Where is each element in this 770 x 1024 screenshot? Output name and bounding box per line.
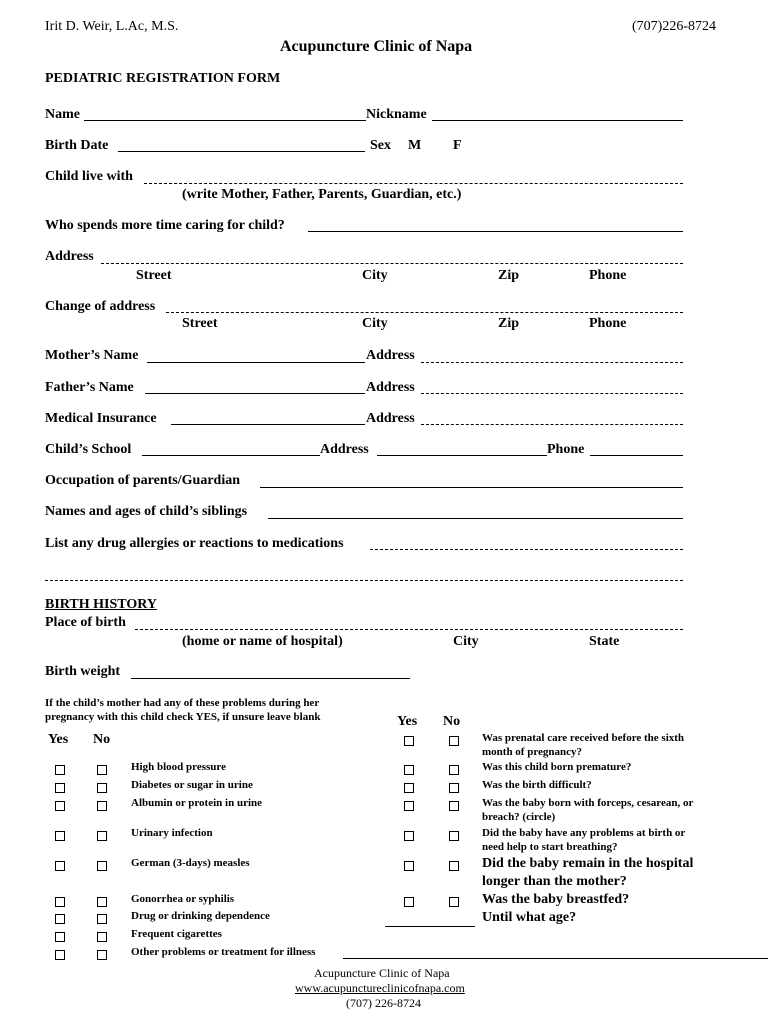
insurance-field[interactable] <box>171 424 365 425</box>
school-phone-label: Phone <box>547 442 585 457</box>
breastfed-age-label: Until what age? <box>482 910 577 925</box>
occupation-field[interactable] <box>260 487 683 488</box>
yes-checkbox[interactable] <box>404 783 414 793</box>
yes-checkbox[interactable] <box>404 861 414 871</box>
sex-m-option[interactable]: M <box>408 138 422 153</box>
no-checkbox[interactable] <box>449 897 459 907</box>
no-checkbox[interactable] <box>449 861 459 871</box>
problem-item: Other problems or treatment for illness <box>131 946 316 958</box>
yes-checkbox[interactable] <box>404 736 414 746</box>
name-label: Name <box>45 107 80 122</box>
no-checkbox[interactable] <box>449 765 459 775</box>
prenatal-question-cont: month of pregnancy? <box>482 746 583 758</box>
no-checkbox[interactable] <box>97 783 107 793</box>
problem-item: Urinary infection <box>131 827 213 839</box>
problem-item: Drug or drinking dependence <box>131 910 270 922</box>
fathers-name-field[interactable] <box>145 393 365 394</box>
siblings-field[interactable] <box>268 518 683 519</box>
place-of-birth-label: Place of birth <box>45 615 126 630</box>
siblings-label: Names and ages of child’s siblings <box>45 504 248 519</box>
no-checkbox[interactable] <box>97 801 107 811</box>
yes-checkbox[interactable] <box>404 765 414 775</box>
yes-checkbox[interactable] <box>55 765 65 775</box>
breastfed-age-field[interactable] <box>385 926 475 927</box>
hospital-stay-question: Did the baby remain in the hospital <box>482 856 694 871</box>
birth-history-heading: BIRTH HISTORY <box>45 597 157 612</box>
footer-website-link[interactable]: www.acupunctureclinicofnapa.com <box>295 981 465 995</box>
birth-state-caption: State <box>589 634 620 649</box>
no-checkbox[interactable] <box>97 765 107 775</box>
name-field[interactable] <box>84 120 366 121</box>
problem-item: Frequent cigarettes <box>131 928 222 940</box>
sex-label: Sex <box>370 138 391 153</box>
clinic-phone: (707)226-8724 <box>632 19 716 34</box>
footer-phone: (707) 226-8724 <box>346 996 421 1010</box>
other-problems-field[interactable] <box>343 958 768 959</box>
yes-checkbox[interactable] <box>55 801 65 811</box>
difficult-birth-question: Was the birth difficult? <box>482 779 592 791</box>
occupation-label: Occupation of parents/Guardian <box>45 473 240 488</box>
allergies-label: List any drug allergies or reactions to medications <box>45 536 344 551</box>
problem-item: Albumin or protein in urine <box>131 797 263 809</box>
no-checkbox[interactable] <box>449 801 459 811</box>
address-phone-caption: Phone <box>589 268 627 283</box>
insurance-address-field[interactable] <box>421 424 683 425</box>
left-no-header: No <box>93 732 111 747</box>
instructions-line1: If the child’s mother had any of these problems during her <box>45 697 320 709</box>
yes-checkbox[interactable] <box>404 897 414 907</box>
sex-f-option[interactable]: F <box>453 138 462 153</box>
nickname-field[interactable] <box>432 120 683 121</box>
birth-problems-question-cont: need help to start breathing? <box>482 841 618 853</box>
yes-checkbox[interactable] <box>55 914 65 924</box>
birth-weight-field[interactable] <box>131 678 410 679</box>
no-checkbox[interactable] <box>449 783 459 793</box>
problem-item: Diabetes or sugar in urine <box>131 779 253 791</box>
change-city-caption: City <box>362 316 388 331</box>
right-yes-header: Yes <box>397 714 418 729</box>
footer-clinic: Acupuncture Clinic of Napa <box>314 966 450 980</box>
insurance-address-label: Address <box>366 411 415 426</box>
change-address-field[interactable] <box>166 312 683 313</box>
mothers-address-field[interactable] <box>421 362 683 363</box>
delivery-method-question: Was the baby born with forceps, cesarean, or <box>482 797 694 809</box>
practitioner-name: Irit D. Weir, L.Ac, M.S. <box>45 19 179 34</box>
yes-checkbox[interactable] <box>55 932 65 942</box>
mothers-address-label: Address <box>366 348 415 363</box>
school-phone-field[interactable] <box>590 455 683 456</box>
no-checkbox[interactable] <box>97 897 107 907</box>
yes-checkbox[interactable] <box>55 861 65 871</box>
address-label: Address <box>45 249 94 264</box>
birth-weight-label: Birth weight <box>45 664 121 679</box>
problem-item: Gonorrhea or syphilis <box>131 893 235 905</box>
yes-checkbox[interactable] <box>404 801 414 811</box>
child-live-with-field[interactable] <box>144 183 683 184</box>
right-no-header: No <box>443 714 461 729</box>
school-address-field[interactable] <box>377 455 547 456</box>
birth-date-label: Birth Date <box>45 138 109 153</box>
prenatal-question: Was prenatal care received before the sixth <box>482 732 685 744</box>
caregiver-label: Who spends more time caring for child? <box>45 218 285 233</box>
no-checkbox[interactable] <box>97 831 107 841</box>
caregiver-field[interactable] <box>308 231 683 232</box>
hospital-hint: (home or name of hospital) <box>182 634 343 649</box>
fathers-address-field[interactable] <box>421 393 683 394</box>
place-of-birth-field[interactable] <box>135 629 683 630</box>
fathers-name-label: Father’s Name <box>45 380 134 395</box>
yes-checkbox[interactable] <box>55 950 65 960</box>
clinic-title: Acupuncture Clinic of Napa <box>280 38 473 55</box>
problem-item: German (3-days) measles <box>131 857 250 869</box>
birth-city-caption: City <box>453 634 479 649</box>
child-live-with-label: Child live with <box>45 169 133 184</box>
school-address-label: Address <box>320 442 369 457</box>
no-checkbox[interactable] <box>97 914 107 924</box>
hospital-stay-question-cont: longer than the mother? <box>482 874 627 889</box>
change-address-label: Change of address <box>45 299 156 314</box>
yes-checkbox[interactable] <box>55 897 65 907</box>
instructions-line2: pregnancy with this child check YES, if unsure leave blank <box>45 711 321 723</box>
mothers-name-label: Mother’s Name <box>45 348 139 363</box>
birth-problems-question: Did the baby have any problems at birth or <box>482 827 686 839</box>
breastfed-question: Was the baby breastfed? <box>482 892 630 907</box>
change-zip-caption: Zip <box>498 316 520 331</box>
form-title: PEDIATRIC REGISTRATION FORM <box>45 71 281 86</box>
no-checkbox[interactable] <box>97 950 107 960</box>
fathers-address-label: Address <box>366 380 415 395</box>
address-city-caption: City <box>362 268 388 283</box>
no-checkbox[interactable] <box>449 831 459 841</box>
yes-checkbox[interactable] <box>404 831 414 841</box>
left-yes-header: Yes <box>48 732 69 747</box>
address-field[interactable] <box>101 263 683 264</box>
school-field[interactable] <box>142 455 320 456</box>
yes-checkbox[interactable] <box>55 831 65 841</box>
problem-item: High blood pressure <box>131 761 226 773</box>
mothers-name-field[interactable] <box>147 362 365 363</box>
allergies-field[interactable] <box>370 549 683 550</box>
birth-date-field[interactable] <box>118 151 365 152</box>
delivery-method-question-cont: breach? (circle) <box>482 811 556 823</box>
change-phone-caption: Phone <box>589 316 627 331</box>
address-zip-caption: Zip <box>498 268 520 283</box>
school-label: Child’s School <box>45 442 132 457</box>
address-street-caption: Street <box>136 268 172 283</box>
change-street-caption: Street <box>182 316 218 331</box>
allergies-field-line2[interactable] <box>45 580 683 581</box>
nickname-label: Nickname <box>366 107 427 122</box>
yes-checkbox[interactable] <box>55 783 65 793</box>
no-checkbox[interactable] <box>449 736 459 746</box>
child-live-with-hint: (write Mother, Father, Parents, Guardian, etc.) <box>182 187 462 202</box>
premature-question: Was this child born premature? <box>482 761 632 773</box>
insurance-label: Medical Insurance <box>45 411 157 426</box>
no-checkbox[interactable] <box>97 932 107 942</box>
no-checkbox[interactable] <box>97 861 107 871</box>
